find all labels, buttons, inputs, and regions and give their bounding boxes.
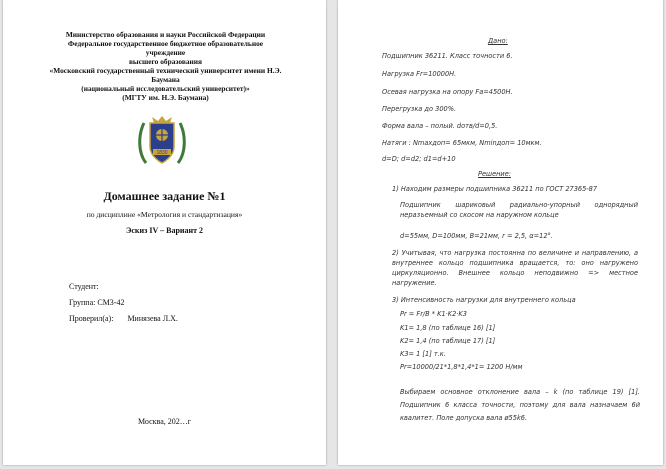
emblem-year: 1830 (156, 150, 168, 156)
given-heading: Дано: (488, 37, 508, 45)
header-line: Федеральное государственное бюджетное образовательное учреждение (67, 39, 264, 57)
step1-description: Подшипник шариковый радиально-упорный однорядный неразъемный со скосом на наружном кольце (400, 201, 638, 219)
given-line: Натяги : Nmaxдоп= 65мкм, Nminдоп= 10мкм. (382, 139, 542, 147)
document-title: Домашнее задание №1 (103, 189, 226, 203)
checked-by-label: Проверил(а): (69, 314, 114, 323)
given-line: Форма вала – полый. dотв/d=0,5. (382, 122, 498, 130)
conclusion-text: Выбираем основное отклонение вала – k (по таблице 19) [1]. Подшипник 6 класса точности, поэтому для вала назначаем 6й квалитет. Поле допуска вала ø55k6. (400, 388, 640, 422)
formula-line: K2= 1,4 (по таблице 17) [1] (400, 337, 496, 345)
university-crest-icon (136, 113, 188, 171)
step1-dimensions: d=55мм, D=100мм, B=21мм, r = 2,5, α=12°. (400, 232, 553, 240)
formula-line: Pr=10000/21*1,8*1,4*1= 1200 Н/мм (400, 363, 523, 371)
city-year-footer: Москва, 202…г (137, 417, 192, 426)
student-label: Студент: (69, 282, 99, 291)
given-line: Нагрузка Fr=10000Н. (382, 70, 457, 78)
header-line: (национальный исследовательский университет)» (81, 84, 250, 93)
solution-heading: Решение: (478, 170, 511, 178)
checked-by-line (69, 314, 178, 323)
formula-line: Pr = Fr/B * K1·K2·K3 (400, 310, 467, 318)
sketch-variant: Эскиз IV – Вариант 2 (125, 226, 204, 235)
header-line: Баумана (151, 75, 180, 84)
given-line: Перегрузка до 300%. (382, 105, 457, 113)
header-line: высшего образования (128, 57, 203, 66)
given-line: Осевая нагрузка на опору Fa=4500Н. (382, 88, 513, 96)
header-line: (МГТУ им. Н.Э. Баумана) (122, 93, 209, 102)
formula-line: K1= 1,8 (по таблице 16) [1] (400, 324, 496, 332)
given-line: Подшипник 36211. Класс точности 6. (382, 52, 513, 60)
step2-text: 2) Учитывая, что нагрузка постоянна по величине и направлению, а внутреннее кольцо подшипника вращается, то: оно нагружено циркуляционно. Внешнее кольцо неподвижно => местное нагружение. (392, 249, 638, 287)
header-line: «Московский государственный технический университет имени Н.Э. (49, 66, 282, 75)
discipline-subtitle: по дисциплине «Метрология и стандартизация» (86, 210, 243, 219)
title-page (3, 0, 326, 465)
step3-heading: 3) Интенсивность нагрузки для внутреннего кольца (392, 296, 576, 304)
formula-line: K3= 1 [1] т.к. (400, 350, 446, 358)
given-line: d=D; d=d2; d1=d+10 (382, 155, 456, 163)
institution-header (48, 30, 283, 102)
step1-heading: 1) Находим размеры подшипника 36211 по ГОСТ 27365-87 (392, 185, 598, 193)
notes-page (338, 0, 663, 465)
header-line: Министерство образования и науки Российской Федерации (65, 30, 266, 39)
group-line: Группа: СМ3-42 (69, 298, 125, 307)
checked-by-name: Минязева Л.Х. (127, 314, 178, 323)
